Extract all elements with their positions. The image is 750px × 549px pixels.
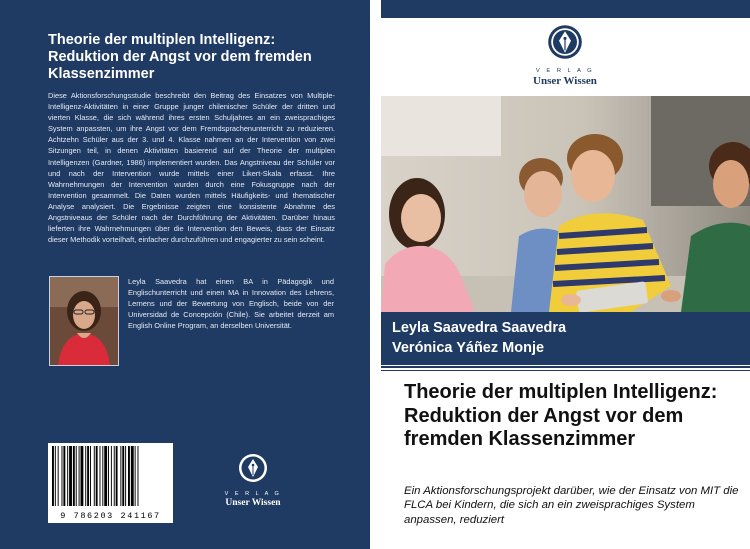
publisher-verlag-label: V E R L A G — [224, 491, 282, 497]
isbn-number: 9 786203 241167 — [60, 511, 161, 521]
pen-nib-logo-icon — [547, 24, 583, 60]
back-cover-title: Theorie der multiplen Intelligenz: Reduktion der Angst vor dem fremden Klassenzimmer — [48, 32, 312, 82]
book-subtitle: Ein Aktionsforschungsprojekt darüber, wie der Einsatz von MIT die FLCA bei Kindern, die sich an ein zweisprachiges System anpassen, reduziert — [404, 485, 739, 526]
back-cover-abstract: Diese Aktionsforschungsstudie beschreibt den Beitrag des Einsatzes von Multiple-Intelligenz-Aktivitäten in einer Gruppe junger chilenischer Schüler der dritten und vierten Klasse, die sich während ihres ersten Schuljahres an ein zweisprachiges System anpassten, um ihre Angst vor dem Fremdsprachenunterricht zu reduzieren. Achtzehn Schüler aus der 3. und 4. Klasse nahmen an der Intervention von zwei Sitzungen teil, in denen Aktivitäten basierend auf der Theorie der multiplen Intelligenzen (Gardner, 1986) implementiert wurden. Das Angstniveau der Schüler vor und nach der Intervention wurde mittels einer Likert-Skala erfasst. Ihre Wahrnehmungen der Intervention wurden durch eine Fokusgruppe nach der Intervention gesammelt. Die Daten wurden mittels Häufigkeits- und thematischer Analyse analysiert. Die Ergebnisse zeigten eine konsistente Abnahme des Angstniveaus der Schüler nach der Durchführung der Aktivitäten. Darüber hinaus lieferten ihre Wahrnehmungen über die Intervention den Beweis, dass der Einsatz dieser Methodik vorteilhaft, einfacher durchzuführen und engagierter zu sein scheint. — [48, 91, 335, 245]
author-name-2: Verónica Yáñez Monje — [392, 340, 545, 356]
spine — [370, 0, 381, 549]
book-title: Theorie der multiplen Intelligenz: Reduktion der Angst vor dem fremden Klassenzimmer — [404, 381, 718, 450]
divider-rule — [381, 366, 750, 368]
divider-rule-thin — [381, 370, 750, 371]
publisher-name: Unser Wissen — [533, 75, 597, 87]
publisher-name: Unser Wissen — [225, 498, 281, 508]
cover-photo-children — [381, 96, 750, 312]
author-portrait-image — [50, 277, 118, 365]
author-name-1: Leyla Saavedra Saavedra — [392, 320, 567, 336]
authors-band — [381, 312, 750, 365]
back-publisher-logo — [213, 453, 293, 508]
publisher-verlag-label: V E R L A G — [535, 68, 595, 74]
children-classroom-image — [381, 96, 750, 312]
author-bio: Leyla Saavedra hat einen BA in Pädagogik und Englischunterricht und einen MA in Innovation des Lehrens, Lernens und der Bewertung von Englisch, beide von der Universidad de Concepción (Chile). Sie arbeitet derzeit am English Online Program, an derselben Universität. — [128, 277, 334, 331]
front-top-bar — [381, 0, 750, 18]
back-cover — [0, 0, 370, 549]
pen-nib-logo-icon — [238, 453, 268, 483]
front-publisher-logo — [505, 24, 625, 87]
author-photo — [49, 276, 119, 366]
front-cover — [381, 0, 750, 549]
barcode — [48, 443, 173, 523]
barcode-icon — [48, 443, 173, 509]
